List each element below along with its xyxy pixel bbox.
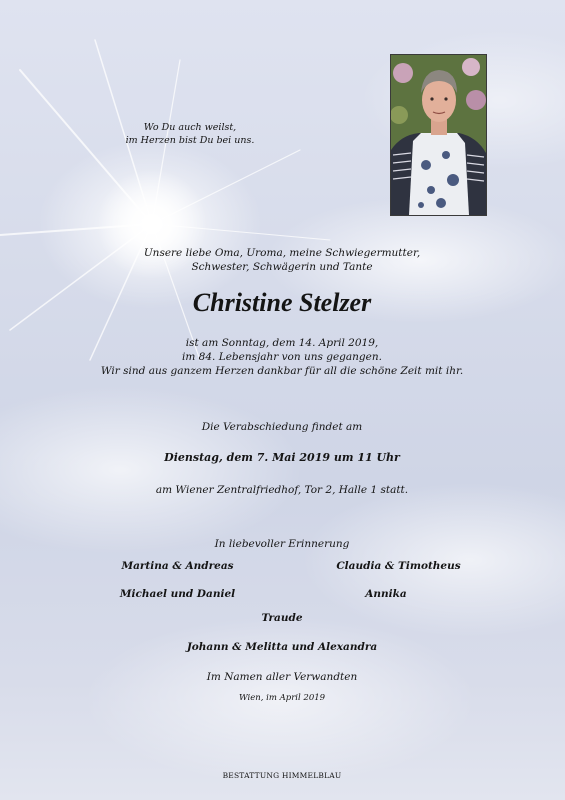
mourner-name: Annika [365, 588, 407, 600]
mourner-name: Traude [261, 612, 303, 624]
memorial-heading: In liebevoller Erinnerung [214, 538, 350, 550]
death-notice-line-3: Wir sind aus ganzem Herzen dankbar für all die schöne Zeit mit ihr. [100, 365, 464, 378]
mourner-name: Claudia & Timotheus [336, 560, 461, 572]
motto-quote [120, 122, 260, 148]
death-notice [62, 336, 502, 379]
portrait-photo [390, 54, 487, 216]
undertaker-name: BESTATTUNG HIMMELBLAU [222, 771, 342, 780]
farewell-place: am Wiener Zentralfriedhof, Tor 2, Halle 1 statt. [155, 484, 409, 496]
mourner-name: Michael und Daniel [119, 588, 236, 600]
intro-line-1: Unsere liebe Oma, Uroma, meine Schwiegermutter, [143, 247, 421, 259]
farewell-date: Dienstag, dem 7. Mai 2019 um 11 Uhr [164, 451, 400, 464]
deceased-name: Christine Stelzer [192, 288, 372, 317]
motto-line-1: Wo Du auch weilst, [143, 122, 237, 133]
death-notice-line-1: ist am Sonntag, dem 14. April 2019, [185, 337, 379, 349]
farewell-intro: Die Verabschiedung findet am [201, 421, 363, 433]
intro-text [82, 246, 482, 274]
motto-line-2: im Herzen bist Du bei uns. [125, 134, 255, 146]
relatives-note: Im Namen aller Verwandten [206, 671, 358, 683]
mourner-name: Johann & Melitta und Alexandra [186, 641, 378, 653]
place-date: Wien, im April 2019 [238, 693, 326, 703]
mourner-name: Martina & Andreas [121, 560, 234, 572]
intro-line-2: Schwester, Schwägerin und Tante [191, 261, 373, 274]
death-notice-line-2: im 84. Lebensjahr von uns gegangen. [182, 351, 382, 364]
